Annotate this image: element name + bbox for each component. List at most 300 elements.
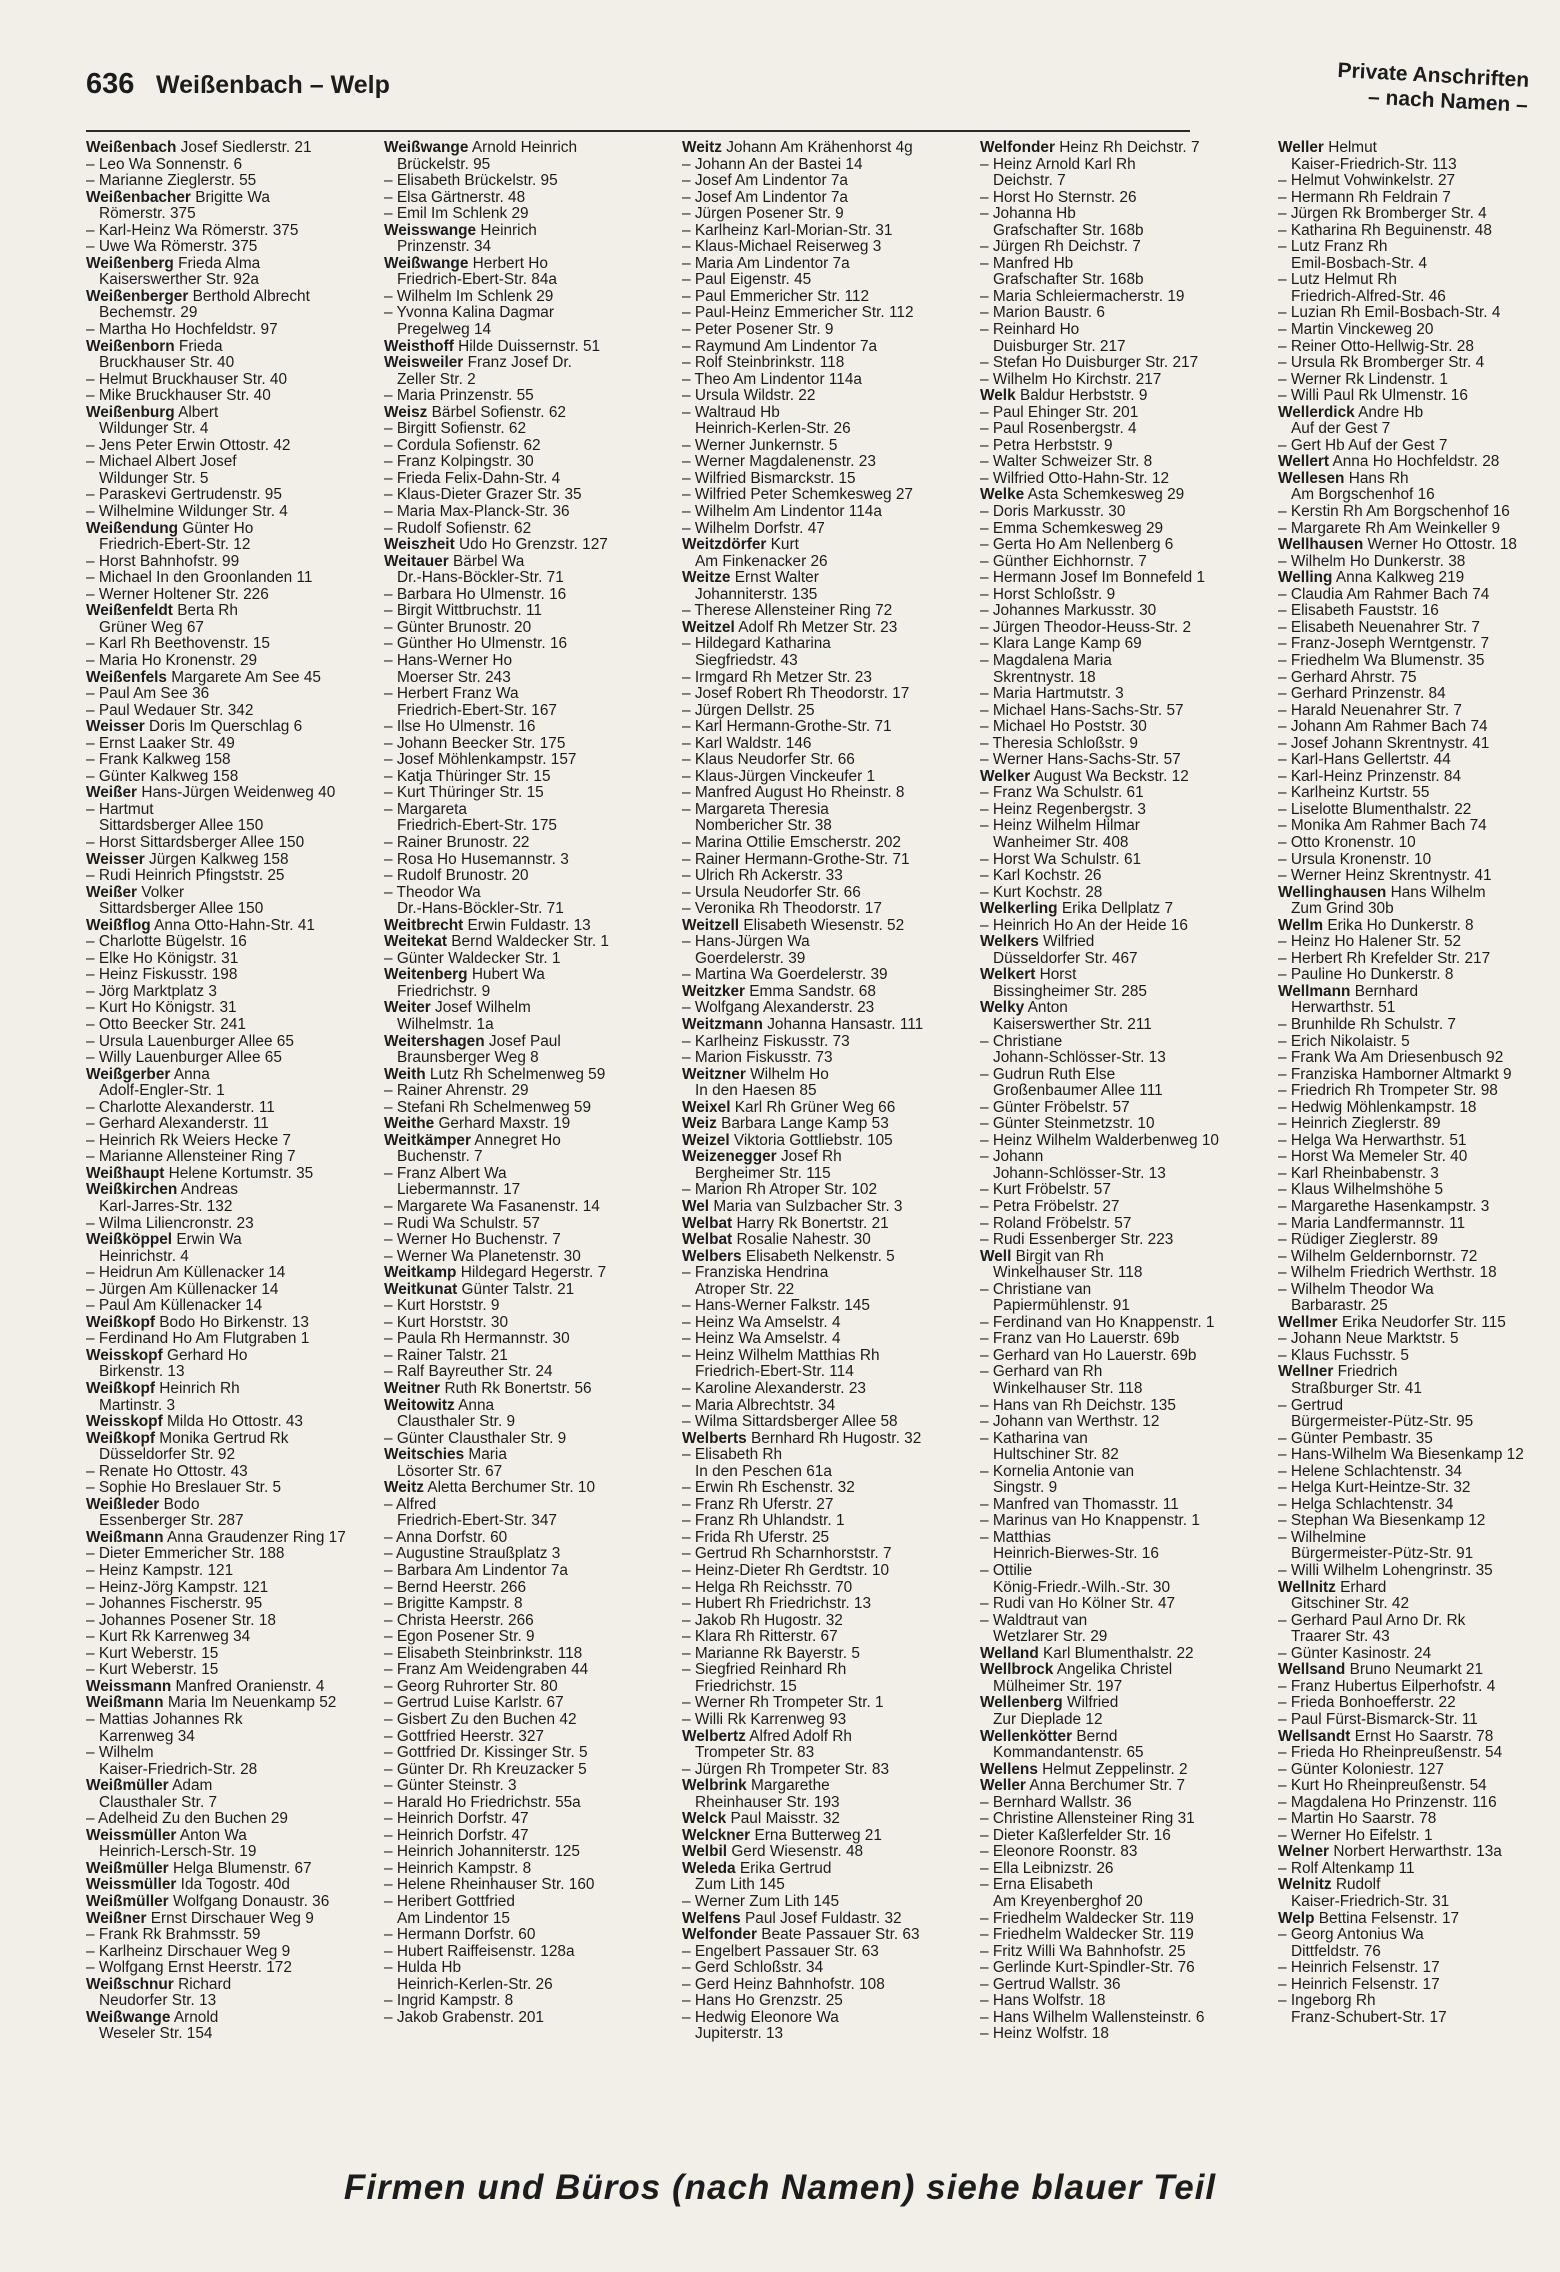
entry-continuation: Braunsberger Weg 8 (397, 1049, 539, 1067)
entry-text: Rudolf (1335, 1877, 1381, 1894)
entry-text: – Heinz Wilhelm Matthias Rh (682, 1347, 880, 1364)
entry-continuation: In den Haesen 85 (695, 1082, 817, 1100)
directory-entry (384, 537, 666, 554)
entry-surname: Weisskopf (86, 1414, 163, 1431)
directory-entry (384, 918, 666, 935)
directory-entry (86, 653, 368, 670)
entry-text: – Rudolf Brunostr. 20 (384, 868, 529, 885)
entry-text: – Brunhilde Rh Schulstr. 7 (1278, 1016, 1456, 1033)
directory-entry (682, 1944, 964, 1961)
entry-text: Birgit van Rh (1015, 1248, 1104, 1265)
entry-surname: Weißschnur (86, 1976, 174, 1993)
directory-entry (86, 918, 368, 935)
directory-entry (980, 1993, 1262, 2010)
entry-text: – Günther Ho Ulmenstr. 16 (384, 636, 568, 653)
directory-entry (86, 1166, 368, 1183)
entry-surname: Weiz (682, 1116, 717, 1133)
entry-continuation: Moerser Str. 243 (397, 668, 511, 686)
entry-continuation: Essenberger Str. 287 (99, 1512, 244, 1530)
entry-text: – Stefani Rh Schelmenweg 59 (384, 1099, 592, 1116)
entry-text: – Franziska Hamborner Altmarkt 9 (1278, 1066, 1512, 1083)
entry-text: – Werner Ho Buchenstr. 7 (384, 1232, 561, 1249)
directory-entry (86, 686, 368, 703)
directory-entry (384, 1431, 666, 1448)
entry-text: Berthold Albrecht (192, 288, 310, 305)
entry-text: Anna Ho Hochfeldstr. 28 (1332, 454, 1500, 471)
directory-entry (1278, 934, 1546, 951)
directory-entry (384, 1877, 666, 1894)
entry-text: – Werner Heinz Skrentnystr. 41 (1278, 868, 1492, 885)
entry-text: – Karlheinz Karl-Morian-Str. 31 (682, 222, 893, 239)
entry-continuation: Kaiserswerther Str. 92a (99, 271, 259, 289)
directory-entry (1278, 1828, 1546, 1845)
directory-entry (384, 1745, 666, 1762)
entry-surname: Welk (980, 388, 1016, 405)
directory-entry (682, 670, 964, 687)
directory-entry (682, 1911, 964, 1928)
directory-entry (86, 438, 368, 455)
entry-text: – Therese Allensteiner Ring 72 (682, 603, 893, 620)
directory-entry (1278, 1745, 1546, 1762)
directory-entry (86, 223, 368, 240)
directory-entry (86, 1315, 368, 1332)
entry-text: – Wilhelm Am Lindentor 114a (682, 504, 882, 521)
entry-surname: Welfonder (980, 140, 1055, 156)
entry-text: – Karlheinz Kurtstr. 55 (1278, 785, 1430, 802)
directory-entry (86, 1977, 368, 2010)
directory-entry (1278, 1232, 1546, 1249)
entry-text: Wilfried (1066, 1695, 1119, 1712)
entry-text: – Uwe Wa Römerstr. 375 (86, 239, 258, 256)
entry-continuation: Martinstr. 3 (99, 1396, 176, 1414)
entry-text: – Friedhelm Waldecker Str. 119 (980, 1910, 1194, 1927)
directory-entry (384, 173, 666, 190)
entry-surname: Weißenburg (86, 404, 175, 421)
directory-entry (980, 1563, 1262, 1596)
directory-entry (682, 1613, 964, 1630)
directory-entry (86, 1464, 368, 1481)
entry-text: – Frank Kalkweg 158 (86, 752, 231, 769)
directory-entry (1278, 951, 1546, 968)
entry-surname: Weitekat (384, 934, 448, 951)
directory-entry (980, 1282, 1262, 1315)
entry-text: – Hildegard Katharina (682, 636, 831, 653)
entry-text: – Frieda Felix-Dahn-Str. 4 (384, 470, 561, 487)
entry-text: – Willi Paul Rk Ulmenstr. 16 (1278, 388, 1468, 405)
entry-text: Ruth Rk Bonertstr. 56 (444, 1381, 592, 1398)
entry-text: – Josef Am Lindentor 7a (682, 173, 848, 190)
entry-surname: Weißwange (384, 140, 469, 156)
entry-text: – Karlheinz Fiskusstr. 73 (682, 1033, 850, 1050)
entry-continuation: Gitschiner Str. 42 (1291, 1595, 1410, 1613)
entry-text: – Karl Rheinbabenstr. 3 (1278, 1165, 1439, 1182)
directory-entry (86, 703, 368, 720)
directory-entry (1278, 736, 1546, 753)
entry-text: – Petra Fröbelstr. 27 (980, 1199, 1120, 1215)
directory-entry (384, 256, 666, 289)
entry-surname: Welke (980, 487, 1025, 504)
entry-text: – Herbert Rh Krefelder Str. 217 (1278, 950, 1491, 967)
directory-entry (86, 587, 368, 604)
directory-entry (1278, 1960, 1546, 1977)
entry-text: – Monika Am Rahmer Bach 74 (1278, 818, 1487, 835)
entry-text: – Josef Möhlenkampstr. 157 (384, 752, 577, 769)
entry-continuation: Herwarthstr. 51 (1291, 999, 1396, 1017)
directory-entry (682, 339, 964, 356)
directory-entry (86, 504, 368, 521)
directory-entry (384, 868, 666, 885)
entry-text: – Klaus-Dieter Grazer Str. 35 (384, 487, 582, 504)
entry-continuation: Skrentnystr. 18 (993, 668, 1096, 686)
entry-text: – Ilse Ho Ulmenstr. 16 (384, 719, 536, 736)
entry-text: Rosalie Nahestr. 30 (736, 1232, 871, 1249)
entry-text: – Kurt Rk Karrenweg 34 (86, 1629, 251, 1646)
entry-text: – Heribert Gottfried (384, 1893, 515, 1910)
directory-entry (86, 1563, 368, 1580)
entry-text: – Irmgard Rh Metzer Str. 23 (682, 669, 872, 686)
directory-entry (384, 934, 666, 951)
entry-text: – Hubert Raiffeisenstr. 128a (384, 1943, 575, 1960)
entry-surname: Weitz (682, 140, 722, 156)
entry-text: Josef Paul (488, 1033, 561, 1050)
entry-text: – Leo Wa Sonnenstr. 6 (86, 156, 243, 173)
entry-surname: Weisser (86, 851, 145, 868)
entry-text: – Walter Schweizer Str. 8 (980, 454, 1153, 471)
entry-continuation: Dr.-Hans-Böckler-Str. 71 (397, 569, 564, 587)
entry-continuation: Emil-Bosbach-Str. 4 (1291, 254, 1427, 272)
directory-entry (1278, 405, 1546, 438)
directory-entry (86, 487, 368, 504)
directory-entry (384, 1861, 666, 1878)
directory-entry (86, 1050, 368, 1067)
entry-text: – Hans-Wilhelm Wa Biesenkamp 12 (1278, 1447, 1524, 1464)
directory-entry (980, 620, 1262, 637)
directory-entry (980, 421, 1262, 438)
directory-entry (980, 636, 1262, 653)
directory-entry (980, 1695, 1262, 1728)
directory-entry (1278, 686, 1546, 703)
entry-continuation: Duisburger Str. 217 (993, 337, 1126, 355)
entry-text: – Hans-Werner Ho (384, 652, 513, 669)
directory-entry (1278, 1348, 1546, 1365)
entry-text: – Barbara Ho Ulmenstr. 16 (384, 586, 567, 603)
directory-entry (682, 686, 964, 703)
entry-text: Hildegard Hegerstr. 7 (460, 1265, 607, 1282)
directory-entry (86, 1381, 368, 1414)
directory-entry (980, 504, 1262, 521)
entry-text: – Pauline Ho Dunkerstr. 8 (1278, 967, 1454, 984)
directory-entry (980, 1795, 1262, 1812)
directory-entry (86, 1927, 368, 1944)
entry-text: – Friedhelm Waldecker Str. 119 (980, 1927, 1194, 1944)
directory-entry (682, 190, 964, 207)
entry-text: – Klaus-Michael Reiserweg 3 (682, 239, 882, 256)
entry-text: – Heinz Arnold Karl Rh (980, 156, 1136, 173)
entry-text: – Claudia Am Rahmer Bach 74 (1278, 586, 1490, 603)
directory-entry (980, 1729, 1262, 1762)
entry-text: – Gerd Heinz Bahnhofstr. 108 (682, 1976, 885, 1993)
entry-text: – Marianne Zieglerstr. 55 (86, 173, 257, 190)
entry-surname: Weisskopf (86, 1347, 163, 1364)
directory-entry (86, 1894, 368, 1911)
entry-text: – Charlotte Alexanderstr. 11 (86, 1099, 275, 1116)
entry-text: – Marina Ottilie Emscherstr. 202 (682, 834, 901, 851)
directory-entry (682, 967, 964, 984)
entry-text: – Stephan Wa Biesenkamp 12 (1278, 1513, 1486, 1530)
directory-entry (682, 570, 964, 603)
entry-surname: Weitze (682, 570, 731, 587)
entry-continuation: Grafschafter Str. 168b (993, 221, 1144, 239)
directory-entry (86, 1662, 368, 1679)
entry-surname: Weitzner (682, 1066, 746, 1083)
entry-continuation: Hultschiner Str. 82 (993, 1446, 1119, 1464)
entry-surname: Welkers (980, 934, 1039, 951)
entry-text: – Heinz Wa Amselstr. 4 (682, 1314, 841, 1331)
entry-continuation: Wanheimer Str. 408 (993, 833, 1129, 851)
entry-surname: Weißmüller (86, 1778, 169, 1795)
entry-text: – Günter Koloniestr. 127 (1278, 1761, 1444, 1778)
entry-text: Erwin Wa (176, 1232, 242, 1249)
directory-entry (384, 1729, 666, 1746)
directory-entry (384, 1265, 666, 1282)
entry-text: – Paul Am See 36 (86, 686, 210, 703)
directory-entry (86, 372, 368, 389)
entry-text: – Emil Im Schlenk 29 (384, 206, 529, 223)
entry-text: Albert (178, 404, 219, 421)
entry-text: – Jürgen Am Küllenacker 14 (86, 1281, 279, 1298)
entry-continuation: Deichstr. 7 (993, 172, 1066, 190)
entry-surname: Weißhaupt (86, 1165, 165, 1182)
entry-text: – Heinrich Dorfstr. 47 (384, 1827, 529, 1844)
directory-entry (682, 1811, 964, 1828)
directory-entry (682, 438, 964, 455)
directory-entry (980, 802, 1262, 819)
entry-surname: Weitauer (384, 553, 449, 570)
entry-text: Ernst Ho Saarstr. 78 (1354, 1728, 1494, 1745)
entry-continuation: Neudorfer Str. 13 (99, 1992, 217, 2010)
entry-text: – Werner Zum Lith 145 (682, 1893, 840, 1910)
entry-text: – Adelheid Zu den Buchen 29 (86, 1811, 288, 1828)
directory-entry (86, 239, 368, 256)
entry-text: – Gerhard Prinzenstr. 84 (1278, 686, 1446, 703)
entry-surname: Weitowitz (384, 1397, 455, 1414)
directory-entry (682, 1977, 964, 1994)
directory-entry (980, 1133, 1262, 1150)
directory-entry (86, 190, 368, 223)
directory-entry (86, 636, 368, 653)
directory-entry (1278, 537, 1546, 554)
directory-entry (980, 818, 1262, 851)
entry-text: Anna Kalkweg 219 (1335, 570, 1465, 587)
entry-text: – Heinrich Dorfstr. 47 (384, 1811, 529, 1828)
entry-text: – Günther Eichhornstr. 7 (980, 553, 1147, 570)
directory-entry (980, 454, 1262, 471)
directory-entry (1278, 355, 1546, 372)
entry-text: – Karl-Hans Gellertstr. 44 (1278, 752, 1451, 769)
entry-text: – Martin Ho Saarstr. 78 (1278, 1811, 1437, 1828)
directory-entry (86, 405, 368, 438)
directory-entry (1278, 1811, 1546, 1828)
directory-entry (682, 1182, 964, 1199)
entry-continuation: Zum Lith 145 (695, 1876, 785, 1894)
entry-text: – Christiane (980, 1033, 1063, 1050)
entry-text: – Josef Robert Rh Theodorstr. 17 (682, 686, 910, 703)
entry-text: – Hartmut (86, 801, 154, 818)
entry-text: – Christine Allensteiner Ring 31 (980, 1811, 1195, 1828)
directory-entry (1278, 1249, 1546, 1266)
directory-entry (86, 388, 368, 405)
entry-text: – Martina Wa Goerdelerstr. 39 (682, 967, 888, 984)
entry-text: Maria van Sulzbacher Str. 3 (713, 1199, 903, 1215)
directory-entry (980, 1199, 1262, 1216)
entry-text: – Karl-Heinz Wa Römerstr. 375 (86, 222, 299, 239)
entry-surname: Weißmann (86, 1529, 164, 1546)
entry-text: Gerd Wiesenstr. 48 (731, 1844, 864, 1861)
entry-surname: Weißner (86, 1910, 147, 1927)
directory-entry (682, 1000, 964, 1017)
entry-surname: Wellesen (1278, 470, 1345, 487)
entry-text: Karl Rh Grüner Weg 66 (734, 1099, 896, 1116)
entry-surname: Welbil (682, 1844, 728, 1861)
directory-entry (980, 719, 1262, 736)
directory-entry (1278, 1679, 1546, 1696)
directory-entry (1278, 1216, 1546, 1233)
entry-text: – Johann An der Bastei 14 (682, 156, 863, 173)
directory-entry (980, 1613, 1262, 1646)
directory-entry (384, 1000, 666, 1033)
directory-entry (1278, 1646, 1546, 1663)
entry-text: – Rosa Ho Husemannstr. 3 (384, 851, 569, 868)
entry-continuation: Bissingheimer Str. 285 (993, 982, 1147, 1000)
entry-surname: Weller (1278, 140, 1324, 156)
entry-continuation: Wildunger Str. 4 (99, 420, 209, 438)
entry-surname: Weitershagen (384, 1033, 485, 1050)
directory-entry (682, 1828, 964, 1845)
directory-entry (86, 852, 368, 869)
entry-text: Herbert Ho (472, 255, 548, 272)
directory-column-4 (980, 140, 1262, 2043)
entry-text: – Erna Elisabeth (980, 1877, 1093, 1894)
entry-text: Margarete Am See 45 (171, 669, 321, 686)
entry-text: Hans Rh (1348, 470, 1409, 487)
entry-surname: Weitkamp (384, 1265, 457, 1282)
entry-text: – Paul Wedauer Str. 342 (86, 702, 254, 719)
directory-entry (384, 1828, 666, 1845)
entry-text: – Harald Ho Friedrichstr. 55a (384, 1794, 581, 1811)
entry-text: – Franz Hubertus Eilperhofstr. 4 (1278, 1678, 1496, 1695)
entry-text: Wilfried (1043, 934, 1095, 951)
directory-entry (384, 603, 666, 620)
entry-surname: Wellert (1278, 454, 1330, 471)
entry-continuation: Traarer Str. 43 (1291, 1628, 1390, 1646)
directory-entry (980, 1116, 1262, 1133)
entry-text: Asta Schemkesweg 29 (1027, 487, 1185, 504)
entry-text: – Johann (980, 1149, 1044, 1166)
entry-text: – Hans Wilhelm Wallensteinstr. 6 (980, 2009, 1205, 2026)
entry-text: – Rudi Heinrich Pfingststr. 25 (86, 868, 285, 885)
entry-text: – Manfred Hb (980, 255, 1074, 272)
entry-text: – Helga Rh Reichsstr. 70 (682, 1579, 853, 1596)
directory-entry (980, 918, 1262, 935)
entry-text: – Erich Nikolaistr. 5 (1278, 1033, 1410, 1050)
entry-text: Paul Maisstr. 32 (730, 1811, 840, 1828)
entry-text: – Friedrich Rh Trompeter Str. 98 (1278, 1083, 1498, 1100)
entry-surname: Weller (980, 1778, 1026, 1795)
directory-columns (86, 140, 1546, 2125)
directory-entry (980, 1861, 1262, 1878)
entry-text: – Margarete Wa Fasanenstr. 14 (384, 1199, 600, 1215)
entry-text: Erna Butterweg 21 (754, 1827, 882, 1844)
directory-entry (1278, 1795, 1546, 1812)
directory-entry (1278, 1497, 1546, 1514)
directory-entry (384, 339, 666, 356)
directory-entry (384, 1067, 666, 1084)
entry-text: – Maria Schleiermacherstr. 19 (980, 288, 1185, 305)
directory-entry (980, 1844, 1262, 1861)
directory-entry (1278, 1861, 1546, 1878)
entry-text: – Martha Ho Hochfeldstr. 97 (86, 322, 278, 339)
directory-entry (1278, 305, 1546, 322)
entry-continuation: Singstr. 9 (993, 1479, 1058, 1497)
entry-surname: Weißenfels (86, 669, 167, 686)
entry-surname: Weißmann (86, 1695, 164, 1712)
entry-continuation: Römerstr. 375 (99, 205, 196, 223)
entry-text: Wolfgang Donaustr. 36 (172, 1893, 330, 1910)
directory-entry (86, 1232, 368, 1265)
entry-surname: Weitenberg (384, 967, 468, 984)
entry-surname: Weißkopf (86, 1381, 155, 1398)
directory-entry (980, 1811, 1262, 1828)
directory-entry (1278, 670, 1546, 687)
directory-entry (1278, 1613, 1546, 1646)
entry-surname: Weitzel (682, 619, 735, 636)
directory-entry (980, 2026, 1262, 2043)
directory-entry (1278, 223, 1546, 240)
entry-continuation: Trompeter Str. 83 (695, 1744, 815, 1762)
directory-entry (1278, 835, 1546, 852)
entry-text: – Elisabeth Neuenahrer Str. 7 (1278, 619, 1480, 636)
entry-text: – Wilhelm Dorfstr. 47 (682, 520, 825, 537)
entry-continuation: Am Lindentor 15 (397, 1909, 510, 1927)
directory-entry (86, 339, 368, 372)
entry-continuation: Sittardsberger Allee 150 (99, 900, 264, 918)
entry-text: – Bernd Heerstr. 266 (384, 1579, 527, 1596)
entry-text: – Werner Rk Lindenstr. 1 (1278, 371, 1448, 388)
entry-text: – Marianne Allensteiner Ring 7 (86, 1149, 296, 1166)
directory-entry (1278, 1034, 1546, 1051)
directory-entry (682, 372, 964, 389)
directory-entry (384, 653, 666, 686)
entry-text: – Veronika Rh Theodorstr. 17 (682, 901, 882, 918)
directory-entry (86, 1546, 368, 1563)
entry-text: – Hans Ho Grenzstr. 25 (682, 1993, 843, 2010)
directory-entry (682, 157, 964, 174)
directory-entry (384, 190, 666, 207)
directory-entry (86, 736, 368, 753)
entry-text: – Helene Rheinhauser Str. 160 (384, 1877, 595, 1894)
directory-entry (682, 1298, 964, 1315)
directory-entry (682, 1149, 964, 1182)
entry-text: Anna (458, 1397, 495, 1414)
directory-entry (980, 1034, 1262, 1067)
entry-text: – Margarete Rh Am Weinkeller 9 (1278, 520, 1501, 537)
entry-text: – Ursula Kronenstr. 10 (1278, 851, 1432, 868)
entry-surname: Weissmann (86, 1678, 172, 1695)
entry-surname: Welbat (682, 1215, 733, 1232)
entry-text: – Heinz-Jörg Kampstr. 121 (86, 1579, 269, 1596)
entry-text: – Rainer Brunostr. 22 (384, 834, 530, 851)
directory-entry (1278, 1398, 1546, 1431)
